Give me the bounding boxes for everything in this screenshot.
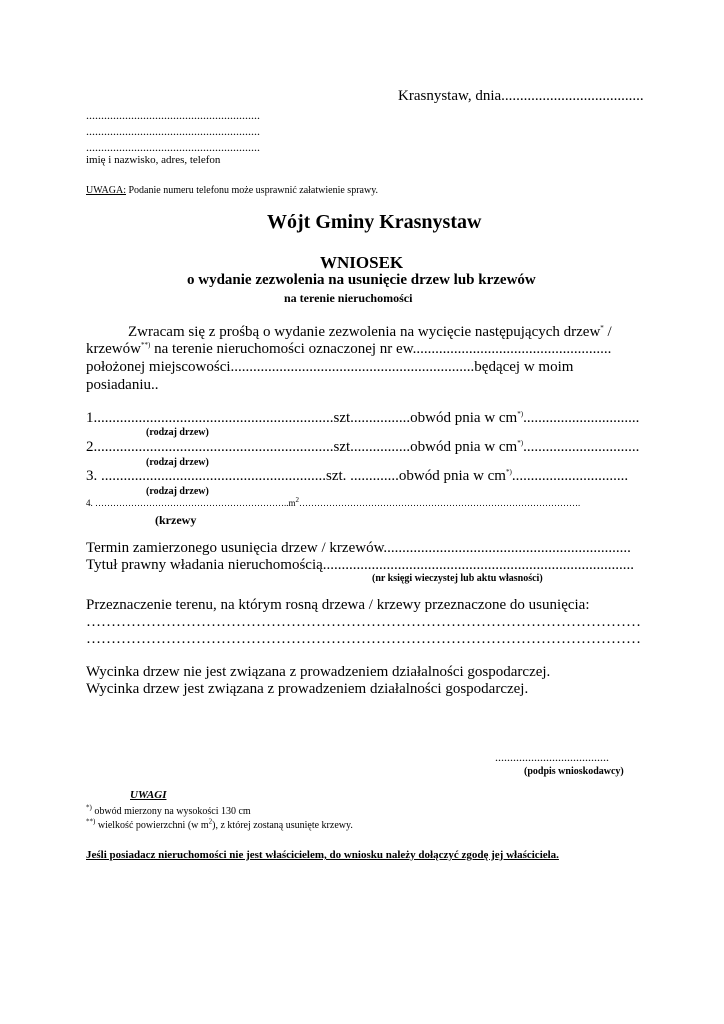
footnote-mark: **)	[86, 817, 96, 826]
place-date-line: Krasnystaw, dnia......................................	[398, 88, 644, 104]
tree-item-line	[86, 439, 639, 456]
tree-item-text: ...............................	[523, 410, 640, 426]
footnote-mark: *)	[517, 439, 524, 447]
land-purpose-line: …………………………………………………………………………………………………	[86, 631, 641, 647]
request-line-2	[86, 341, 611, 358]
phone-note-text: Podanie numeru telefonu może usprawnić załatwienie sprawy.	[126, 185, 379, 196]
superscript: 2	[295, 496, 300, 504]
footnote-mark: **)	[140, 341, 151, 349]
shrub-item-line	[86, 498, 580, 508]
footnote-mark: *)	[517, 410, 524, 418]
request-text: na terenie nieruchomości oznaczonej nr ew.....................................................	[150, 341, 612, 357]
notes-heading: UWAGI	[130, 789, 167, 801]
footnote-text: obwód mierzony na wysokości 130 cm	[91, 806, 251, 817]
removal-term-line: Termin zamierzonego usunięcia drzew / krzewów..................................................................	[86, 540, 631, 556]
shrub-item-text: ………………………………………………………………………………….	[299, 498, 581, 508]
business-option-not-related: Wycinka drzew nie jest związana z prowadzeniem działalności gospodarczej.	[86, 664, 551, 680]
tree-item-line	[86, 410, 639, 427]
request-text: Zwracam się z prośbą o wydanie zezwolenia na wycięcie następujących drzew	[128, 324, 601, 340]
addressee: Wójt Gminy Krasnystaw	[267, 211, 482, 233]
legal-title-line: Tytuł prawny władania nieruchomością...................................................................................	[86, 557, 635, 573]
request-line-4: posiadaniu..	[86, 377, 159, 393]
footnote-2	[86, 817, 353, 831]
tree-item-text: 3. ............................................................szt. .............obwód pnia w cm	[86, 468, 506, 484]
tree-item-caption: (rodzaj drzew)	[146, 457, 209, 468]
document-subtitle-2: na terenie nieruchomości	[284, 291, 413, 305]
tree-item-text: 2................................................................szt................obwód pnia w cm	[86, 439, 518, 455]
document-title: WNIOSEK	[320, 253, 404, 272]
land-purpose-line: …………………………………………………………………………………………………	[86, 614, 641, 630]
footnote-mark: *	[600, 324, 604, 332]
applicant-caption: imię i nazwisko, adres, telefon	[86, 154, 221, 166]
request-line-1	[128, 324, 612, 341]
footnote-mark: *)	[505, 468, 512, 476]
tree-item-caption: (rodzaj drzew)	[146, 486, 209, 497]
applicant-line: ..........................................................	[86, 140, 260, 154]
tree-item-text: ...............................	[511, 468, 629, 484]
footnote-1	[86, 803, 251, 817]
signature-caption: (podpis wnioskodawcy)	[524, 766, 624, 777]
shrub-item-caption: (krzewy	[155, 513, 197, 527]
business-option-related: Wycinka drzew jest związana z prowadzeniem działalności gospodarczej.	[86, 681, 529, 697]
request-text: krzewów	[86, 341, 141, 357]
footnote-text: ), z której zostaną usunięte krzewy.	[212, 820, 353, 831]
land-purpose-label: Przeznaczenie terenu, na którym rosną drzewa / krzewy przeznaczone do usunięcia:	[86, 597, 590, 613]
tree-item-text: ...............................	[523, 439, 640, 455]
tree-item-line	[86, 468, 628, 485]
phone-note	[86, 185, 378, 196]
superscript: 2	[208, 817, 213, 826]
applicant-line: ..........................................................	[86, 124, 260, 138]
signature-line: ......................................	[495, 750, 609, 764]
tree-item-caption: (rodzaj drzew)	[146, 427, 209, 438]
applicant-line: ..........................................................	[86, 108, 260, 122]
footnote-text: wielkość powierzchni (w m	[95, 820, 209, 831]
shrub-item-text: 4. ………………………………………………………..m	[86, 498, 296, 508]
request-text: /	[603, 324, 612, 340]
owner-consent-note: Jeśli posiadacz nieruchomości nie jest właścicielem, do wniosku należy dołączyć zgodę jej właściciela.	[86, 849, 559, 861]
request-line-3: położonej miejscowości.................................................................będącej w moim	[86, 359, 574, 375]
legal-title-caption: (nr księgi wieczystej lub aktu własności)	[372, 573, 543, 584]
tree-item-text: 1................................................................szt................obwód pnia w cm	[86, 410, 518, 426]
document-subtitle: o wydanie zezwolenia na usunięcie drzew lub krzewów	[187, 272, 536, 288]
phone-note-label: UWAGA:	[86, 185, 126, 196]
footnote-mark: *)	[86, 803, 92, 812]
